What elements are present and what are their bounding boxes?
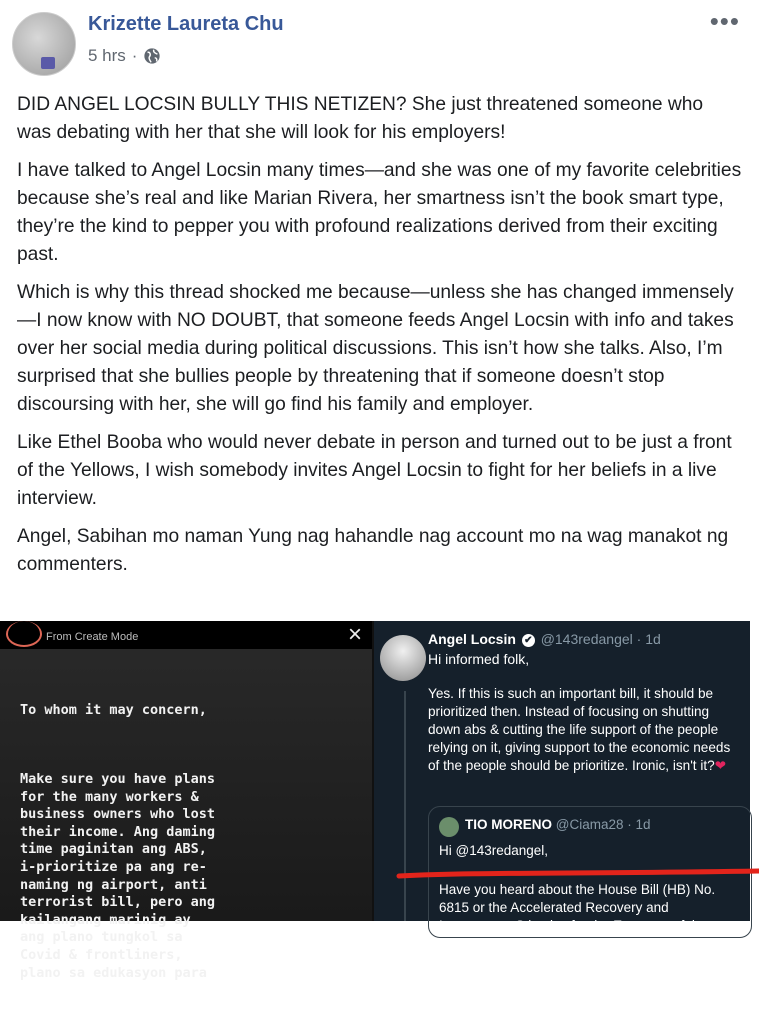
author-name[interactable]: Krizette Laureta Chu — [88, 13, 284, 35]
tweet-author-name: Angel Locsin — [428, 631, 516, 647]
close-icon: × — [347, 621, 362, 648]
tweet-avatar — [380, 635, 426, 681]
attached-screenshots[interactable] — [0, 621, 750, 981]
story-text — [20, 667, 360, 1017]
author-avatar[interactable] — [12, 12, 76, 76]
tweet-text-block — [428, 685, 742, 775]
quoted-avatar — [439, 817, 459, 837]
post-body — [17, 91, 742, 589]
heart-icon: ❤ — [714, 758, 727, 773]
quoted-handle: @Ciama28 · 1d — [555, 817, 651, 832]
thread-line — [404, 691, 406, 921]
tweet-handle: @143redangel · 1d — [540, 631, 661, 647]
story-top-bar — [0, 621, 372, 649]
tweet-text: Yes. If this is such an important bill, it should be prioritized then. Instead of focusing on shutting down abs & cutting the life support of the people relying on it, giving support to the economic needs of the people should be prioritize. Ironic, isn't it? — [428, 686, 731, 773]
quoted-author — [465, 817, 651, 832]
quoted-tweet — [428, 806, 752, 938]
tweet-author — [428, 631, 661, 647]
tweet-greeting: Hi informed folk, — [428, 651, 530, 667]
post-paragraph: DID ANGEL LOCSIN BULLY THIS NETIZEN? She just threatened someone who was debating with her that she will look for his employers! — [17, 94, 704, 143]
more-options-icon[interactable]: ••• — [709, 6, 740, 36]
story-mode-label: From Create Mode — [46, 631, 139, 643]
story-avatar-ring — [6, 621, 42, 647]
verified-icon: ✔ — [522, 634, 535, 647]
story-greeting: To whom it may concern, — [20, 702, 207, 719]
post-paragraph: I have talked to Angel Locsin many times—and she was one of my favorite celebrities because she’s real and like Marian Rivera, her smartness isn’t the book smart type, they’re the kind to pepper you with profound realizations derived from their exciting past. — [17, 160, 742, 265]
quoted-greeting: Hi @143redangel, — [439, 843, 549, 858]
story-message: Make sure you have plans for the many workers & business owners who lost their income. Ang daming time paginitan ang ABS, i-prioritize pa ang re- naming ng airport, anti terrorist bill, pero ang kailangang marinig ay ang plano tungkol sa Covid & frontliners, plano sa edukasyon para — [20, 770, 216, 981]
twitter-screenshot — [374, 621, 750, 933]
quoted-author-name: TIO MORENO — [465, 817, 552, 832]
post-timestamp[interactable]: 5 hrs — [88, 46, 126, 65]
red-underline-mark — [399, 869, 759, 879]
post-header — [0, 0, 750, 80]
instagram-story-screenshot — [0, 621, 372, 981]
avatar-badge — [41, 57, 55, 69]
post-paragraph: Angel, Sabihan mo naman Yung nag hahandle nag account mo na wag manakot ng commenters. — [17, 526, 729, 575]
globe-icon — [143, 47, 161, 65]
post-paragraph: Which is why this thread shocked me because—unless she has changed immensely—I now know with NO DOUBT, that someone feeds Angel Locsin with info and takes over her social media during political discussions. This isn’t how she talks. Also, I’m surprised that she bullies people by threatening that if someone doesn’t stop discoursing with her, she will go find his family and employer. — [17, 282, 734, 415]
post-paragraph: Like Ethel Booba who would never debate in person and turned out to be just a front of the Yellows, I wish somebody invites Angel Locsin to fight for her beliefs in a live interview. — [17, 432, 732, 509]
quoted-text: Have you heard about the House Bill (HB) No. 6815 or the Accelerated Recovery and Investments Stimulus for the Economy of the — [439, 882, 716, 933]
post-meta: 5 hrs · — [88, 46, 161, 66]
